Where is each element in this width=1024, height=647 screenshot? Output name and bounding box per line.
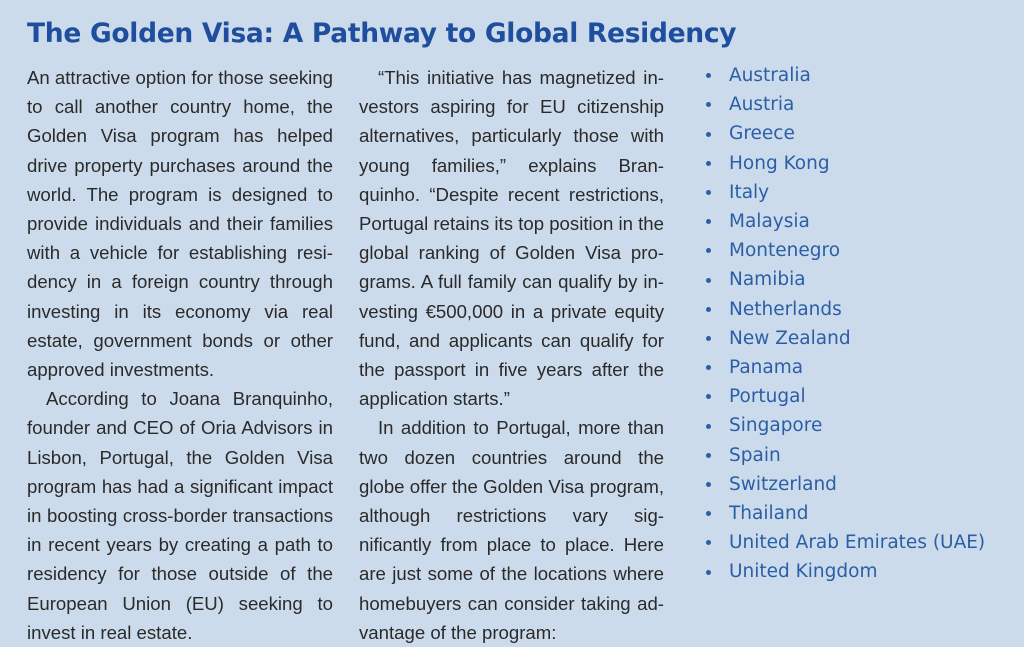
list-item bbox=[706, 265, 985, 294]
list-item bbox=[706, 324, 985, 353]
bullet-icon bbox=[706, 73, 711, 78]
list-item bbox=[706, 353, 985, 382]
country-name: Thailand bbox=[729, 503, 809, 525]
bullet-icon bbox=[706, 394, 711, 399]
country-list bbox=[706, 61, 985, 587]
list-item bbox=[706, 207, 985, 236]
bullet-icon bbox=[706, 365, 711, 370]
bullet-icon bbox=[706, 248, 711, 253]
bullet-icon bbox=[706, 482, 711, 487]
paragraph-intro: An attractive option for those seeking to call another country home, the Golden Visa program has helped drive property purchases around the world. The program is designed to provide individuals and their families with a vehicle for establishing residency in a foreign country through investing in its economy via real estate, government bonds or other approved investments. bbox=[27, 67, 333, 381]
country-name: Montenegro bbox=[729, 240, 841, 262]
country-name: United Arab Emirates (UAE) bbox=[729, 532, 986, 554]
bullet-icon bbox=[706, 453, 711, 458]
list-item bbox=[706, 382, 985, 411]
bullet-icon bbox=[706, 219, 711, 224]
bullet-icon bbox=[706, 424, 711, 429]
list-item bbox=[706, 236, 985, 265]
article-column-2 bbox=[359, 63, 664, 647]
list-item bbox=[706, 557, 985, 586]
list-item bbox=[706, 499, 985, 528]
country-name: Italy bbox=[729, 181, 770, 203]
list-item bbox=[706, 178, 985, 207]
country-name: Panama bbox=[729, 357, 804, 379]
bullet-icon bbox=[706, 102, 711, 107]
bullet-icon bbox=[706, 336, 711, 341]
bullet-icon bbox=[706, 570, 711, 575]
country-name: Malaysia bbox=[729, 211, 810, 233]
list-item bbox=[706, 441, 985, 470]
list-item bbox=[706, 61, 985, 90]
country-name: Switzerland bbox=[729, 473, 837, 495]
country-name: Greece bbox=[729, 123, 795, 145]
country-name: United Kingdom bbox=[729, 561, 878, 583]
bullet-icon bbox=[706, 307, 711, 312]
bullet-icon bbox=[706, 132, 711, 137]
paragraph-countries-intro: In addition to Portugal, more than two dozen countries around the globe offer the Golden Visa program, although restrictions vary significantly from place to place. Here are just some of the locations where homebuyers can consider taking advantage of the program: bbox=[359, 417, 664, 643]
list-item bbox=[706, 470, 985, 499]
paragraph-quote: “This initiative has magnetized investors aspiring for EU citizenship alternatives, particularly those with young families,” explains Branquinho. “Despite recent restrictions, Portugal retains its top position in the global ranking of Golden Visa programs. A full family can qualify by investing €500,000 in a private equity fund, and applicants can qualify for the passport in five years after the application starts.” bbox=[359, 67, 664, 410]
article-column-1 bbox=[27, 63, 333, 647]
list-item bbox=[706, 90, 985, 119]
country-name: Namibia bbox=[729, 269, 806, 291]
country-name: Spain bbox=[729, 444, 781, 466]
country-name: Hong Kong bbox=[729, 152, 830, 174]
country-name: Austria bbox=[729, 94, 795, 116]
page-title: The Golden Visa: A Pathway to Global Residency bbox=[27, 18, 737, 49]
bullet-icon bbox=[706, 161, 711, 166]
country-name: Netherlands bbox=[729, 298, 842, 320]
list-item bbox=[706, 149, 985, 178]
list-item bbox=[706, 528, 985, 557]
country-name: Singapore bbox=[729, 415, 823, 437]
country-name: Australia bbox=[729, 65, 811, 86]
list-item bbox=[706, 119, 985, 148]
bullet-icon bbox=[706, 278, 711, 283]
list-item bbox=[706, 411, 985, 440]
list-item bbox=[706, 295, 985, 324]
bullet-icon bbox=[706, 511, 711, 516]
bullet-icon bbox=[706, 190, 711, 195]
bullet-icon bbox=[706, 540, 711, 545]
country-name: Portugal bbox=[729, 386, 806, 408]
paragraph-branquinho-intro: According to Joana Branquinho, founder and CEO of Oria Advisors in Lisbon, Portugal, the Golden Visa program has had a significant impact in boosting cross-border transactions in recent years by creating a path to residency for those outside of the European Union (EU) seeking to invest in real estate. bbox=[27, 388, 333, 643]
country-name: New Zealand bbox=[729, 327, 851, 349]
